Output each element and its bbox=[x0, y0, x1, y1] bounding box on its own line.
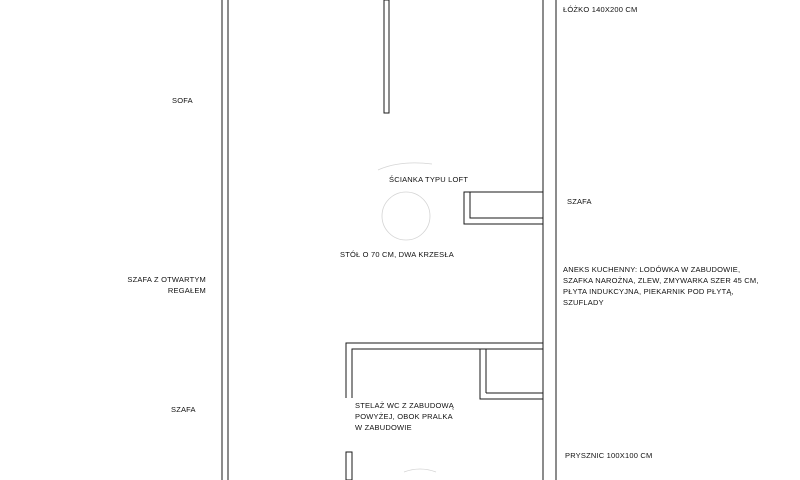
bathroom-wall-inner bbox=[352, 349, 543, 398]
bathroom-sketch bbox=[404, 469, 436, 472]
bathroom-wall-outer bbox=[346, 343, 543, 398]
label-open-wardrobe: SZAFA Z OTWARTYM REGAŁEM bbox=[127, 275, 206, 295]
label-wardrobe-right: SZAFA bbox=[567, 197, 592, 206]
label-table: STÓŁ O 70 CM, DWA KRZESŁA bbox=[340, 250, 454, 259]
label-loft-wall: ŚCIANKA TYPU LOFT bbox=[389, 175, 469, 184]
table-sketch bbox=[382, 192, 430, 240]
label-sofa: SOFA bbox=[172, 96, 193, 105]
label-wc: STELAŻ WC Z ZABUDOWĄ POWYŻEJ, OBOK PRALKA W ZABUDOWIE bbox=[355, 401, 455, 432]
shower-enclosure bbox=[480, 349, 543, 399]
loft-sketch bbox=[378, 163, 432, 170]
bathroom-lower-wall bbox=[346, 452, 352, 480]
label-bed: ŁÓŻKO 140X200 CM bbox=[563, 5, 638, 14]
label-kitchen: ANEKS KUCHENNY: LODÓWKA W ZABUDOWIE, SZAFKA NAROŻNA, ZLEW, ZMYWARKA SZER 45 CM, PŁYTA INDUKCYJNA, PIEKARNIK POD PŁYTĄ, SZUFLADY bbox=[563, 265, 759, 307]
label-shower: PRYSZNIC 100X100 CM bbox=[565, 451, 653, 460]
loft-partition-wall bbox=[384, 0, 389, 113]
label-wardrobe-left: SZAFA bbox=[171, 405, 196, 414]
wardrobe-niche-wall bbox=[464, 192, 543, 224]
